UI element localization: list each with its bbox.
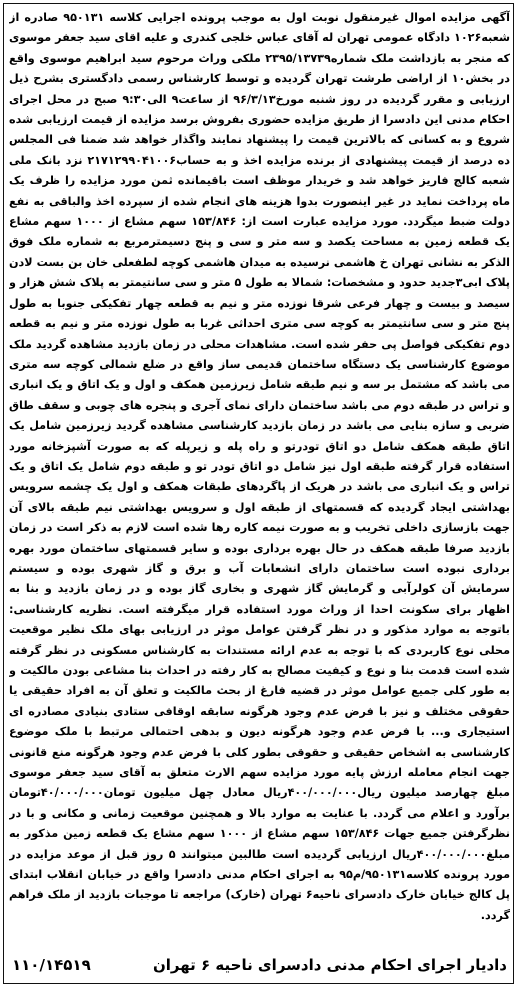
- auction-notice: [9, 8, 510, 944]
- reference-number: ۱۱۰/۱۴۵۱۹: [12, 956, 91, 974]
- signature-line: دادیار اجرای احکام مدنی دادسرای ناحیه ۶ تهران: [152, 956, 507, 974]
- notice-body: آگهی مزایده اموال غیرمنقول نوبت اول به موجب پرونده اجرایی کلاسه ۹۵۰۱۳۱ صادره از شعبه۱۰۲۶ دادگاه عمومی تهران له آقای عباس خلجی کندری و علیه اقای سید جعفر موسوی که منجر به بازداشت ملک شماره۲۳۹۵/۱۳۷۳۹ ملکی وراث مرحوم سید ابراهیم موسوی واقع در بخش۱۰ از اراضی طرشت تهران گردیده و توسط کارشناس رسمی دادگستری بشرح ذیل ارزیابی و مقرر گردیده در روز شنبه مورخ۹۶/۳/۱۳ از ساعت۹ الی۹:۳۰ صبح در محل اجرای احکام مدنی این دادسرا از طریق مزایده حضوری بفروش برسد مزایده از قیمت ارزیابی شده شروع و به کسانی که بالاترین قیمت را پیشنهاد نمایند واگذار خواهد شد ضمنا فی المجلس ده درصد از قیمت پیشنهادی از برنده مزایده اخذ و به حساب۲۱۷۱۲۹۹۰۴۱۰۰۶ نزد بانک ملی شعبه کالج فاریز خواهد شد و خریدار موظف است باقیمانده ثمن مورد مزایده را ظرف یک ماه پرداخت نماید در غیر اینصورت بدوا هزینه های انجام شده از سپرده اخذ والباقی به نفع دولت ضبط میگردد. مورد مزایده عبارت است از: ۱۵۳/۸۴۶ سهم مشاع از ۱۰۰۰ سهم مشاع یک قطعه زمین به مساحت یکصد و سه متر و سی و پنج دسیمترمربع به شماره ملک فوق الذکر به نشانی تهران خ هاشمی نرسیده به میدان هاشمی کوچه لطفعلی خان بن بست لادن پلاک ابی۳جدید حدود و مشخصات: شمالا به طول ۵ متر و سی سانتیمتر به پلاک شش هزار و سیصد و بیست و چهار فرعی شرقا نوزده متر و نیم به قطعه چهار تفکیکی جنوبا به طول پنج متر و سی سانتیمتر به کوچه سی متری احداثی غربا به طول نوزده متر و نیم به قطعه دوم تفکیکی فواصل پی حفر شده است. مشاهدات محلی در زمان بازدید مشاهده گردید ملک موضوع کارشناسی یک دستگاه ساختمان قدیمی ساز واقع در ضلع شمالی کوچه سه متری می باشد که مشتمل بر سه و نیم طبقه شامل زیرزمین همکف و اول و یک اتاق و یک انباری و تراس در طبقه دوم می باشد ساختمان دارای نمای آجری و پنجره های چوبی و سقف طاق ضربی و سازه بنایی می باشد در زمان بازدید کارشناسی مشاهده گردید زیرزمین شامل یک اتاق طبقه همکف شامل دو اتاق تودرتو و راه پله و زیرپله که به صورت آشپزخانه مورد استفاده قرار گرفته طبقه اول نیز شامل دو اتاق تودر تو و طبقه دوم شامل یک اتاق و یک تراس و یک انباری می باشد در هریک از پاگردهای طبقات همکف و اول یک چشمه سرویس بهداشتی ایجاد گردیده که قسمتهای از طبقه اول و سرویس بهداشتی نیم طبقه بالای آن جهت بازسازی داخلی تخریب و به صورت نیمه کاره رها شده است لازم به ذکر است در زمان بازدید صرفا طبقه همکف در حال بهره برداری بوده و سایر قسمتهای ساختمان مورد بهره برداری نبوده است ساختمان دارای انشعابات آب و برق و گاز شهری بوده و سیستم سرمایش آن کولرآبی و گرمایش گاز شهری و بخاری گاز بوده و در زمان بازدید و بنا به اظهار برای سکونت احدا از وراث مورد استفاده قرار میگرفته است. نظریه کارشناسی: باتوجه به موارد مذکور و در نظر گرفتن عوامل موثر در ارزیابی بهای ملک نظیر موقعیت محلی نوع کاربردی که با توجه به عدم ارائه مستندات به کارشناس مسکونی در نظر گرفته شده است قدمت بنا و نوع و کیفیت مصالح به کار رفته در احداث بنا مشاعی بودن مالکیت و به طور کلی جمیع عوامل موثر در قضیه فارغ از بحث مالکیت و تعلق آن به افراد حقیقی یا حقوقی مختلف و نیز با فرض عدم وجود هرگونه سابقه اوقافی ستادی بنیادی مصادره ای استیجاری و... با فرض عدم وجود هرگونه دیون و بدهی احتمالی مرتبط با ملک موضوع کارشناسی به اشخاص حقیقی و حقوقی بطور کلی با فرض عدم وجود هرگونه منع قانونی جهت انجام معامله ارزش پایه مورد مزایده سهم الارث متعلق به آقای سید جعفر موسوی مبلغ چهارصد میلیون ریال۴۰۰/۰۰۰/۰۰۰ریال معادل چهل میلیون تومان۴۰/۰۰۰/۰۰۰تومان برآورد و اعلام می گردد. با عنایت به موارد بالا و همچنین موقعیت زمانی و مکانی و با در نظرگرفتن جمیع جهات ۱۵۳/۸۴۶ سهم مشاع از ۱۰۰۰ سهم مشاع یک قطعه زمین مذکور به مبلغ۴۰۰/۰۰۰/۰۰۰ریال ارزیابی گردیده است طالبین میتوانند ۵ روز قبل از موعد مزایده در مورد پرونده کلاسه۹۵۰۱۳۱/م۹۵ به اجرای احکام مدنی دادسرا واقع در خیابان انقلاب ابتدای پل کالج خیابان خارک دادسرای ناحیه۶ تهران (خارک) مراجعه تا موجبات بازدید از ملک فراهم گردد.: [9, 11, 510, 922]
- notice-footer: [12, 953, 507, 977]
